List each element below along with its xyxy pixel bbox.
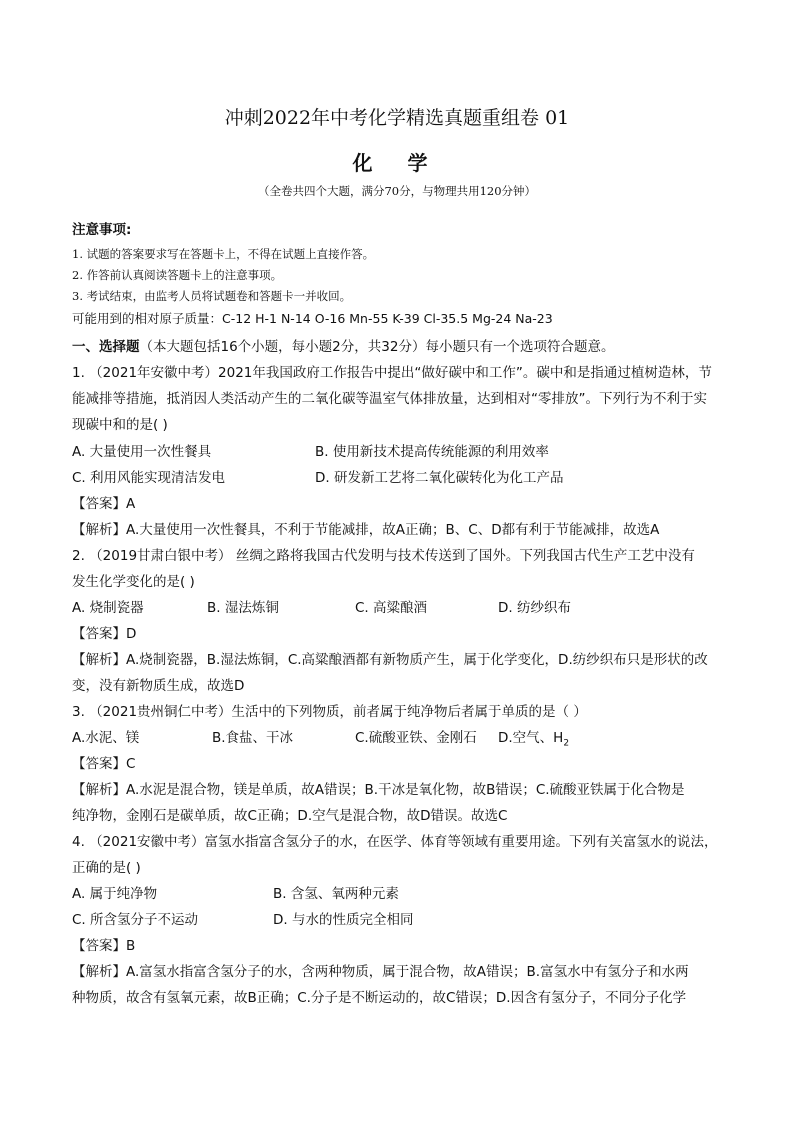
- notice-item: 2. 作答前认真阅读答题卡上的注意事项。: [72, 268, 283, 282]
- question-1-option-b: B. 使用新技术提高传统能源的利用效率: [315, 444, 549, 460]
- question-1-analysis: 【解析】A.大量使用一次性餐具，不利于节能减排，故A正确；B、C、D都有利于节能减排，故选A: [72, 522, 660, 538]
- section-name: 选择题: [99, 339, 140, 355]
- section-heading: [72, 338, 724, 356]
- question-3-analysis: 【解析】A.水泥是混合物，镁是单质，故A错误；B.干冰是氧化物，故B错误；C.硫酸亚铁属于化合物是: [72, 782, 685, 798]
- question-4-line: 正确的是( ): [72, 860, 141, 876]
- section-desc: （本大题包括16个小题，每小题2分，共32分）每小题只有一个选项符合题意。: [139, 339, 615, 355]
- question-2-line: 发生化学变化的是( ): [72, 574, 195, 590]
- question-2-analysis: 【解析】A.烧制瓷器，B.湿法炼铜，C.高粱酿酒都有新物质产生，属于化学变化，D.纺纱织布只是形状的改: [72, 652, 708, 668]
- question-3-option-c: C.硫酸亚铁、金刚石: [355, 730, 477, 746]
- question-2-option-b: B. 湿法炼铜: [207, 600, 279, 616]
- option-text: D.空气、H: [498, 730, 564, 746]
- question-3-option-b: B.食盐、干冰: [212, 730, 294, 746]
- subscript: 2: [563, 738, 570, 749]
- question-3-option-a: A.水泥、镁: [72, 730, 140, 746]
- page-title: 冲刺2022年中考化学精选真题重组卷 01: [224, 107, 570, 129]
- section-prefix: 一、: [72, 339, 99, 355]
- question-1-option-a: A. 大量使用一次性餐具: [72, 444, 212, 460]
- question-2-analysis: 变，没有新物质生成，故选D: [72, 678, 245, 694]
- question-4-analysis: 种物质，故含有氢氧元素，故B正确；C.分子是不断运动的，故C错误；D.因含有氢分子，不同分子化学: [72, 990, 687, 1006]
- question-2-option-c: C. 高粱酿酒: [355, 600, 428, 616]
- question-4-option-d: D. 与水的性质完全相同: [273, 912, 414, 928]
- question-1-line: 现碳中和的是( ): [72, 417, 168, 433]
- question-3-line: 3. （2021贵州铜仁中考）生活中的下列物质，前者属于纯净物后者属于单质的是（ ）: [72, 704, 587, 720]
- subject-title: 化 学: [352, 151, 442, 175]
- question-1-option-c: C. 利用风能实现清洁发电: [72, 470, 226, 486]
- question-1-line: 1. （2021年安徽中考）2021年我国政府工作报告中提出“做好碳中和工作”。碳中和是指通过植树造林，节: [72, 365, 712, 381]
- question-1-answer: 【答案】A: [72, 496, 136, 512]
- question-1-line: 能减排等措施，抵消因人类活动产生的二氧化碳等温室气体排放量，达到相对“零排放”。下列行为不利于实: [72, 391, 707, 407]
- question-2-answer: 【答案】D: [72, 626, 137, 642]
- exam-info-note: （全卷共四个大题，满分70分，与物理共用120分钟）: [257, 184, 537, 198]
- question-2-option-a: A. 烧制瓷器: [72, 600, 144, 616]
- question-3-analysis: 纯净物，金刚石是碳单质，故C正确；D.空气是混合物，故D错误。故选C: [72, 808, 508, 824]
- atomic-masses: 可能用到的相对原子质量：C-12 H-1 N-14 O-16 Mn-55 K-39 Cl-35.5 Mg-24 Na-23: [72, 311, 553, 326]
- question-4-analysis: 【解析】A.富氢水指富含氢分子的水，含两种物质，属于混合物，故A错误；B.富氢水中有氢分子和水两: [72, 964, 689, 980]
- notice-item: 3. 考试结束，由监考人员将试题卷和答题卡一并收回。: [72, 289, 352, 303]
- question-2-line: 2. （2019甘肃白银中考） 丝绸之路将我国古代发明与技术传送到了国外。下列我国古代生产工艺中没有: [72, 548, 695, 564]
- question-4-line: 4. （2021安徽中考）富氢水指富含氢分子的水，在医学、体育等领域有重要用途。下列有关富氢水的说法，: [72, 834, 718, 850]
- question-3-answer: 【答案】C: [72, 756, 136, 772]
- question-4-option-c: C. 所含氢分子不运动: [72, 912, 199, 928]
- question-4-answer: 【答案】B: [72, 938, 136, 954]
- question-1-option-d: D. 研发新工艺将二氧化碳转化为化工产品: [315, 470, 564, 486]
- question-3-option-d: [498, 729, 569, 753]
- notice-heading: 注意事项:: [72, 222, 132, 238]
- question-4-option-a: A. 属于纯净物: [72, 886, 158, 902]
- question-4-option-b: B. 含氢、氧两种元素: [273, 886, 399, 902]
- notice-item: 1. 试题的答案要求写在答题卡上，不得在试题上直接作答。: [72, 247, 375, 261]
- question-2-option-d: D. 纺纱织布: [498, 600, 571, 616]
